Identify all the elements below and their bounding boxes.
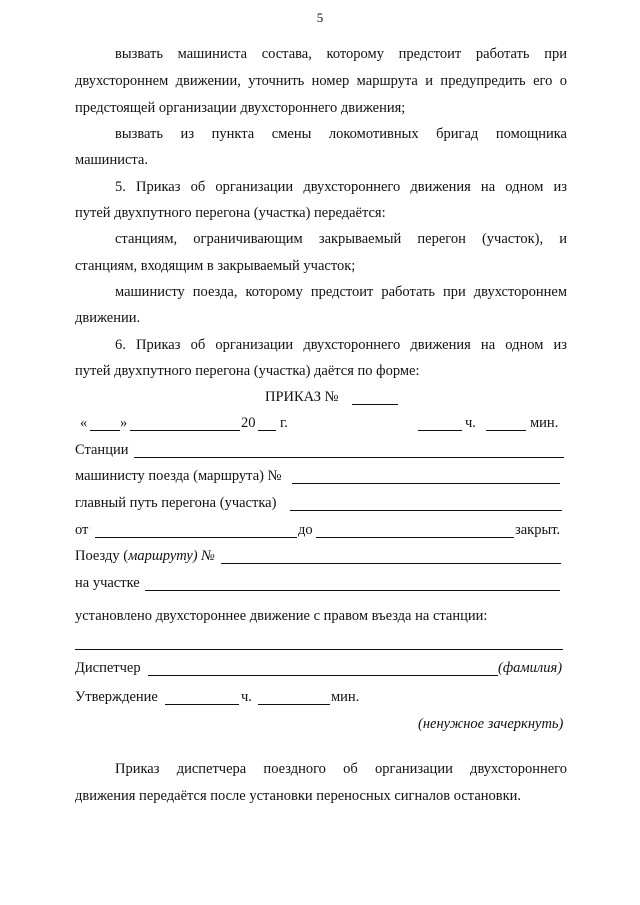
page-number: 5 bbox=[316, 10, 324, 25]
p1-line-1: вызвать машиниста состава, которому предстоит работать при bbox=[115, 46, 567, 62]
main-track-field bbox=[290, 510, 562, 511]
date-open-quote: « bbox=[80, 415, 88, 431]
minutes-label: мин. bbox=[530, 415, 559, 431]
approval-minutes-label: мин. bbox=[331, 689, 360, 705]
p2-line-1: вызвать из пункта смены локомотивных бригад помощника bbox=[115, 126, 567, 142]
approval-hours-label: ч. bbox=[241, 689, 252, 705]
stations-field bbox=[134, 457, 564, 458]
p1-line-3: предстоящей организации двухстороннего движения; bbox=[75, 100, 406, 116]
stations-label: Станции bbox=[75, 442, 129, 458]
year-prefix: 20 bbox=[241, 415, 256, 431]
p5-line-1: машинисту поезда, которому предстоит работать при двухстороннем bbox=[115, 284, 567, 300]
p1-line-2: двухстороннем движении, уточнить номер маршрута и предупредить его о bbox=[75, 73, 567, 89]
approval-hours-field bbox=[165, 704, 239, 705]
surname-label: (фамилия) bbox=[498, 660, 563, 676]
from-label: от bbox=[75, 522, 89, 538]
p2-line-2: машиниста. bbox=[75, 152, 148, 168]
order-number-field bbox=[352, 404, 398, 405]
final-line-2: движения передаётся после установки переносных сигналов остановки. bbox=[75, 788, 522, 804]
from-field bbox=[95, 537, 297, 538]
p5-line-2: движении. bbox=[75, 310, 141, 326]
closed-label: закрыт. bbox=[515, 522, 561, 538]
dispatcher-field bbox=[148, 675, 498, 676]
to-label: до bbox=[298, 522, 313, 538]
driver-label: машинисту поезда (маршрута) № bbox=[75, 468, 282, 484]
year-field bbox=[258, 430, 276, 431]
to-field bbox=[316, 537, 514, 538]
train-field bbox=[221, 563, 561, 564]
form-title: ПРИКАЗ № bbox=[265, 389, 339, 405]
p6-line-2: путей двухпутного перегона (участка) даётся по форме: bbox=[75, 363, 420, 379]
date-close-quote: » bbox=[120, 415, 128, 431]
day-field bbox=[90, 430, 120, 431]
year-suffix: г. bbox=[280, 415, 288, 431]
section-field bbox=[145, 590, 560, 591]
strike-note: (ненужное зачеркнуть) bbox=[418, 716, 564, 732]
p6-line-1: 6. Приказ об организации двухстороннего движения на одном из bbox=[115, 337, 567, 353]
approval-minutes-field bbox=[258, 704, 330, 705]
p4-line-1: станциям, ограничивающим закрываемый перегон (участок), и bbox=[115, 231, 567, 247]
section-label: на участке bbox=[75, 575, 140, 591]
approval-label: Утверждение bbox=[75, 689, 158, 705]
minutes-field bbox=[486, 430, 526, 431]
hours-label: ч. bbox=[465, 415, 476, 431]
train-label: Поезду (маршруту) № bbox=[75, 548, 215, 564]
final-line-1: Приказ диспетчера поездного об организации двухстороннего bbox=[115, 761, 567, 777]
stations-entry-field bbox=[75, 649, 563, 650]
p3-line-1: 5. Приказ об организации двухстороннего движения на одном из bbox=[115, 179, 567, 195]
p4-line-2: станциям, входящим в закрываемый участок; bbox=[75, 258, 356, 274]
p3-line-2: путей двухпутного перегона (участка) передаётся: bbox=[75, 205, 386, 221]
hours-field bbox=[418, 430, 462, 431]
dispatcher-label: Диспетчер bbox=[75, 660, 141, 676]
established-text: установлено двухстороннее движение с правом въезда на станции: bbox=[75, 608, 488, 624]
month-field bbox=[130, 430, 240, 431]
driver-field bbox=[292, 483, 560, 484]
main-track-label: главный путь перегона (участка) bbox=[75, 495, 277, 511]
